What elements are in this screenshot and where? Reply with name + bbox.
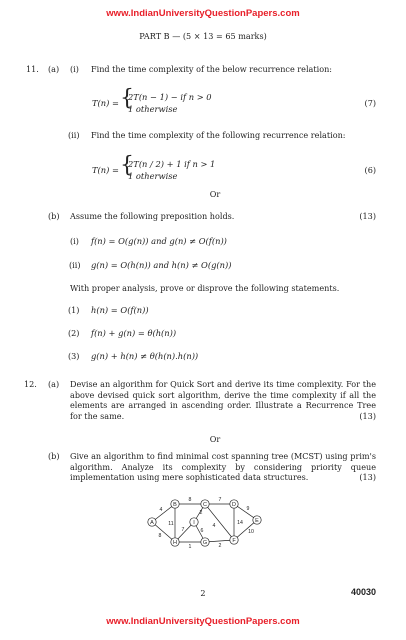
q11-b-s2-expression: f(n) + g(n) = θ(h(n)): [91, 328, 177, 338]
q11-or: Or: [209, 189, 221, 199]
q11-ii-label: (ii): [68, 130, 80, 140]
node-label-d: D: [232, 502, 236, 508]
q11-i-equation-case1: 2T(n − 1) − if n > 0: [128, 92, 212, 102]
node-label-a: A: [150, 520, 154, 526]
q11-i-text: Find the time complexity of the below recurrence relation:: [91, 64, 333, 74]
node-label-h: H: [173, 540, 177, 546]
weight-c-i: 2: [199, 510, 203, 516]
q11-i-equation-lhs: T(n) =: [92, 98, 119, 108]
mst-graph-figure: [142, 492, 272, 552]
q11-ii-equation-case1: 2T(n / 2) + 1 if n > 1: [128, 159, 216, 169]
q12-a-text: Devise an algorithm for Quick Sort and derive its time complexity. For the above devised quick sort algorithm, derive the time complexity if all the elements are arranged in ascending order. Illustrate a Recurrence Tree for the same.: [70, 379, 376, 421]
q11-b-i-label: (i): [70, 236, 79, 246]
q12-a-marks: (13): [359, 411, 376, 421]
q11-b-s1-label: (1): [68, 305, 80, 315]
q11-number: 11.: [26, 64, 39, 74]
node-label-f: F: [232, 538, 236, 544]
q11-ii-equation-case2: 1 otherwise: [128, 171, 178, 181]
q12-number: 12.: [24, 379, 37, 389]
q11-b-s2-label: (2): [68, 328, 80, 338]
watermark-top: www.IndianUniversityQuestionPapers.com: [106, 8, 300, 19]
weight-g-f: 2: [218, 543, 222, 549]
q11-b-s3-expression: g(n) + h(n) ≠ θ(h(n).h(n)): [91, 351, 199, 361]
q11-ii-brace: {: [120, 153, 134, 178]
q11-a-label: (a): [48, 64, 60, 74]
node-label-g: G: [202, 540, 208, 546]
weight-e-f: 10: [248, 529, 254, 535]
q11-i-label: (i): [70, 64, 79, 74]
weight-i-g: 6: [200, 528, 204, 534]
page-number: 2: [200, 588, 206, 598]
q11-ii-marks: (6): [364, 165, 376, 175]
node-label-c: C: [203, 502, 207, 508]
q11-b-label: (b): [48, 211, 60, 221]
q12-b-label: (b): [48, 451, 60, 461]
q12-b-text: Give an algorithm to find minimal cost spanning tree (MCST) using prim's algorithm. Analyze its complexity by considering priority queue implementation using mere sophisticated data structures.: [70, 451, 376, 483]
q11-b-marks: (13): [359, 211, 376, 221]
node-label-i: I: [193, 520, 195, 526]
part-heading: PART B — (5 × 13 = 65 marks): [139, 31, 267, 41]
q12-a-label: (a): [48, 379, 60, 389]
weight-d-e: 9: [246, 506, 250, 512]
paper-code: 40030: [350, 587, 376, 597]
q11-b-ii-expression: g(n) = O(h(n)) and h(n) ≠ O(g(n)): [91, 260, 232, 270]
node-label-b: B: [173, 502, 177, 508]
q11-b-i-expression: f(n) = O(g(n)) and g(n) ≠ O(f(n)): [91, 236, 227, 246]
q11-i-equation-case2: 1 otherwise: [128, 104, 178, 114]
q11-b-s3-label: (3): [68, 351, 80, 361]
q11-b-text: Assume the following preposition holds.: [70, 211, 235, 221]
weight-a-b: 4: [159, 507, 163, 513]
weight-c-d: 7: [218, 497, 222, 503]
weight-b-c: 8: [188, 497, 192, 503]
weight-d-f: 14: [237, 520, 243, 526]
weight-h-g: 1: [188, 544, 192, 550]
q11-ii-equation-lhs: T(n) =: [92, 165, 119, 175]
weight-b-h: 11: [168, 521, 174, 527]
weight-c-f: 4: [212, 523, 216, 529]
q11-i-marks: (7): [364, 98, 376, 108]
edge-c-f: [205, 504, 234, 540]
q11-b-ii-label: (ii): [69, 260, 81, 270]
weight-h-i: 7: [181, 527, 185, 533]
q11-b-s1-expression: h(n) = O(f(n)): [91, 305, 149, 315]
q11-ii-text: Find the time complexity of the following recurrence relation:: [91, 130, 346, 140]
q11-i-brace: {: [120, 86, 134, 111]
node-label-e: E: [255, 518, 259, 524]
q11-b-instruction: With proper analysis, prove or disprove the following statements.: [70, 283, 340, 293]
weight-a-h: 8: [158, 533, 162, 539]
watermark-bottom: www.IndianUniversityQuestionPapers.com: [106, 616, 300, 627]
q12-or: Or: [209, 434, 221, 444]
q12-b-marks: (13): [359, 472, 376, 482]
